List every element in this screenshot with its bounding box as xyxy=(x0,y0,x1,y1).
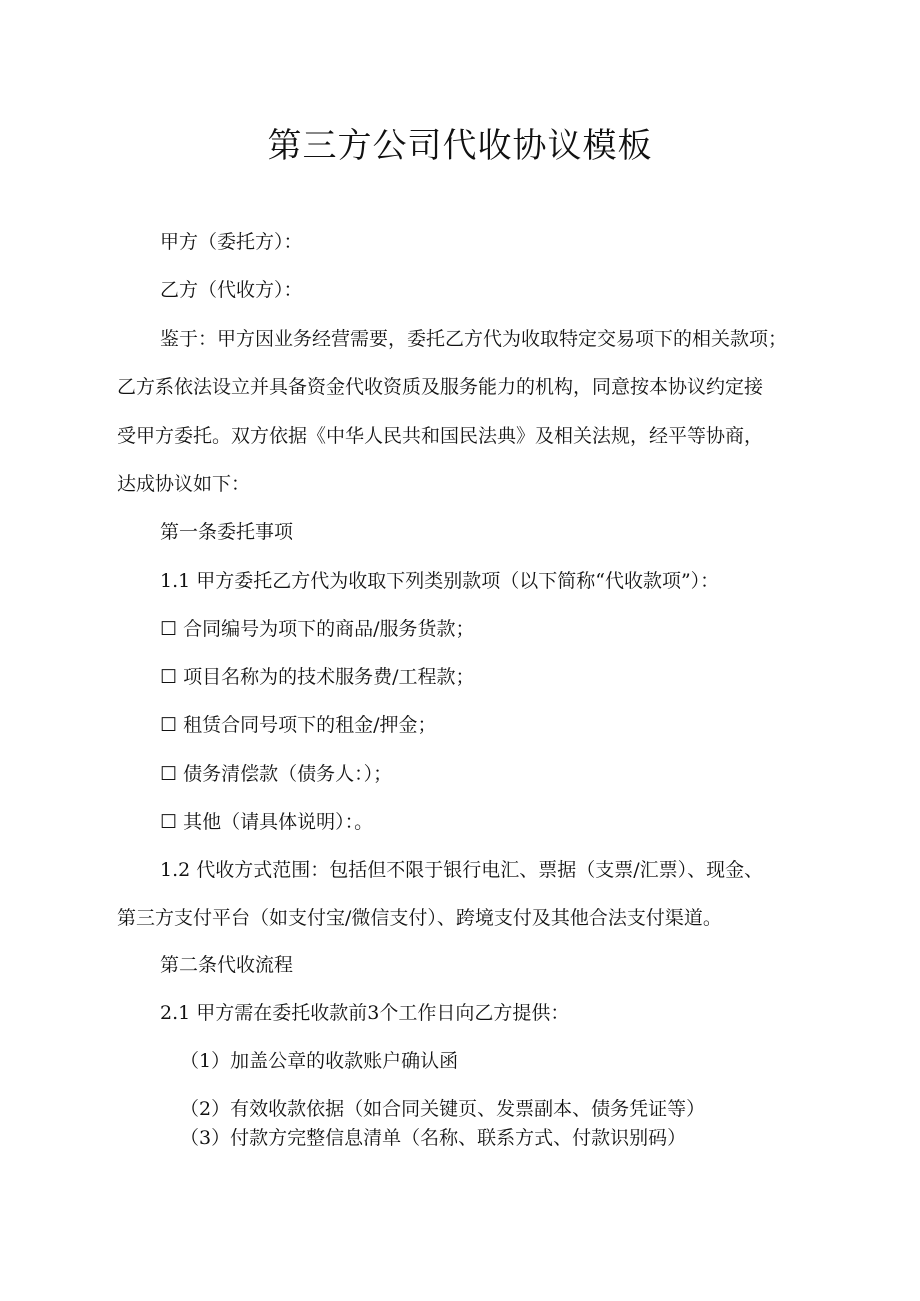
whereas-line-1: 鉴于：甲方因业务经营需要，委托乙方代为收取特定交易项下的相关款项； xyxy=(160,328,788,350)
party-a-line: 甲方（委托方）： xyxy=(160,231,303,253)
option-item-3: ☐ 租赁合同号项下的租金/押金； xyxy=(160,714,437,736)
clause-2-1: 2.1 甲方需在委托收款前3个工作日向乙方提供： xyxy=(160,1002,570,1024)
document-title: 第三方公司代收协议模板 xyxy=(267,126,653,166)
clause-2-1-item-3: （3）付款方完整信息清单（名称、联系方式、付款识别码） xyxy=(180,1127,687,1149)
clause-2-1-item-2: （2）有效收款依据（如合同关键页、发票副本、债务凭证等） xyxy=(180,1098,706,1120)
option-item-5: ☐ 其他（请具体说明）：。 xyxy=(160,811,374,833)
clause-1-2-line-2: 第三方支付平台（如支付宝/微信支付）、跨境支付及其他合法支付渠道。 xyxy=(117,907,722,929)
clause-1-2-line-1: 1.2 代收方式范围：包括但不限于银行电汇、票据（支票/汇票）、现金、 xyxy=(160,859,764,881)
whereas-line-4: 达成协议如下： xyxy=(117,473,251,495)
clause-2-1-item-1: （1）加盖公章的收款账户确认函 xyxy=(180,1050,459,1072)
option-item-2: ☐ 项目名称为的技术服务费/工程款； xyxy=(160,666,475,688)
clause-1-1: 1.1 甲方委托乙方代为收取下列类别款项（以下简称“代收款项”）： xyxy=(160,570,720,592)
option-item-1: ☐ 合同编号为项下的商品/服务货款； xyxy=(160,618,475,640)
whereas-line-2: 乙方系依法设立并具备资金代收资质及服务能力的机构，同意按本协议约定接 xyxy=(117,376,764,398)
article-2-heading: 第二条代收流程 xyxy=(160,954,294,976)
whereas-line-3: 受甲方委托。双方依据《中华人民共和国民法典》及相关法规，经平等协商， xyxy=(117,425,764,447)
article-1-heading: 第一条委托事项 xyxy=(160,521,294,543)
option-item-4: ☐ 债务清偿款（债务人：）； xyxy=(160,763,393,785)
party-b-line: 乙方（代收方）： xyxy=(160,279,303,301)
